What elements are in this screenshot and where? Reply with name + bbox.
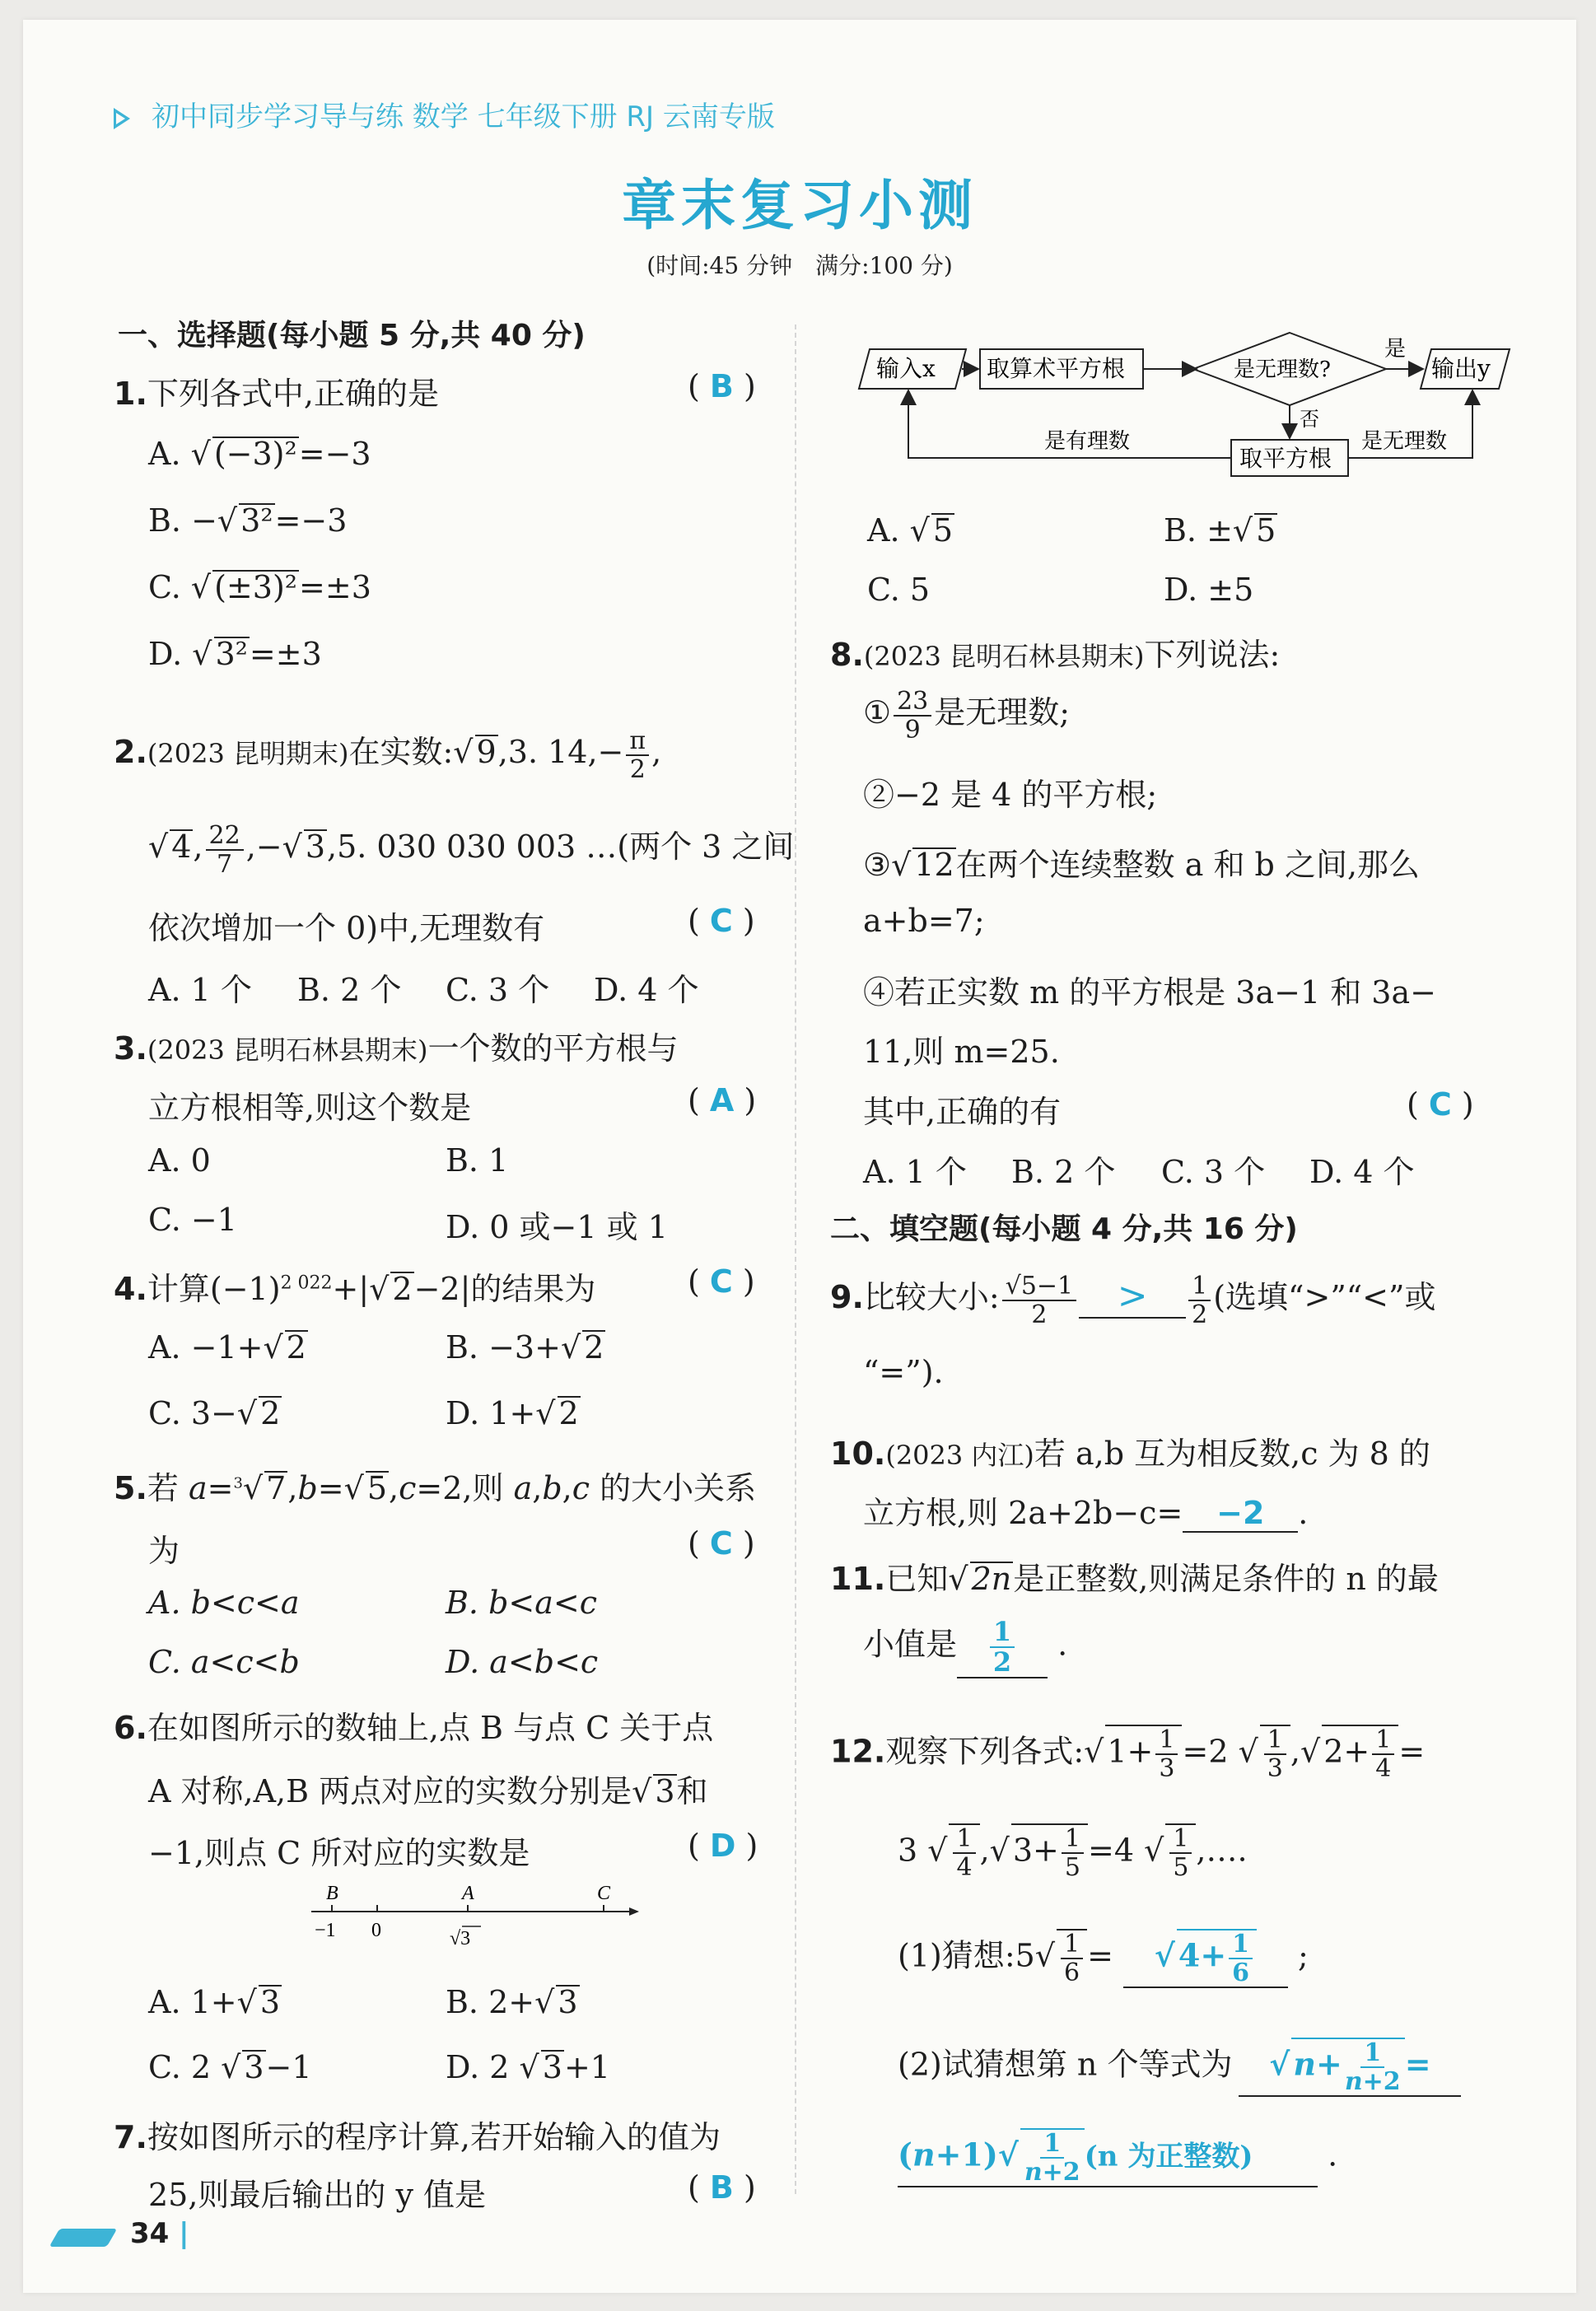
label-minus-one: −1 <box>315 1920 336 1941</box>
question-8: 8.(2023 昆明石林县期末)下列说法: <box>830 637 1281 673</box>
q8-item-4: ④若正实数 m 的平方根是 3a−1 和 3a− <box>863 974 1436 1011</box>
page-corner-stripe-icon <box>49 2229 118 2247</box>
q6-line2: A 对称,A,B 两点对应的实数分别是√ 3和 <box>148 1773 708 1809</box>
flow-decide: 是无理数? <box>1234 357 1331 382</box>
q8-item-2: ②−2 是 4 的平方根; <box>863 777 1158 813</box>
flow-sqrt: 取算术平方根 <box>987 355 1126 382</box>
question-9: 9.比较大小: $\frac{√5-1}{2}$ > $\frac{1}{2}$ (选填“>”“<”或 <box>830 1271 1436 1329</box>
q1-answer: ( B ) <box>688 368 756 404</box>
q6-line3: −1,则点 C 所对应的实数是 <box>148 1835 530 1871</box>
q7-option-d: D. ±5 <box>1164 572 1254 608</box>
question-5: 5.若 a=$^3$√ 7,b=√ 5,c=2,则 a,b,c 的大小关系 <box>114 1470 757 1506</box>
q5-line2: 为 <box>148 1533 180 1569</box>
page <box>23 20 1576 2293</box>
q3-line2: 立方根相等,则这个数是 <box>148 1090 472 1126</box>
q4-option-a: A. −1+√ 2 <box>148 1329 306 1366</box>
q5-option-d: D. a<b<c <box>446 1644 599 1680</box>
question-1: 1.下列各式中,正确的是 <box>114 376 439 412</box>
question-4: 4.计算$(-1)^{2 022}+|√$ 2−2|的结果为 <box>114 1271 596 1307</box>
q9-line2: “=”). <box>863 1354 944 1390</box>
q8-answer: ( C ) <box>1407 1086 1474 1123</box>
axis-arrow-icon <box>629 1907 639 1916</box>
q1-option-b: B. −√ 3²=−3 <box>148 502 348 539</box>
q8-summary: 其中,正确的有 <box>863 1094 1062 1130</box>
q6-option-b: B. 2+√ 3 <box>446 1984 578 2020</box>
flow-rational: 是有理数 <box>1044 429 1131 454</box>
q8-item-4b: 11,则 m=25. <box>863 1034 1060 1070</box>
question-6: 6.在如图所示的数轴上,点 B 与点 C 关于点 <box>114 1710 714 1746</box>
page-title: 章末复习小测 <box>622 174 978 237</box>
q2-option-d: D. 4 个 <box>594 972 699 1008</box>
q6-option-c: C. 2 √ 3−1 <box>148 2049 312 2085</box>
q1-option-d: D. √ 3²=±3 <box>148 636 322 672</box>
flow-root: 取平方根 <box>1239 445 1332 472</box>
q8-item-3b: a+b=7; <box>863 903 985 939</box>
question-11: 11.已知√ 2n是正整数,则满足条件的 n 的最 <box>830 1561 1439 1597</box>
q8-option-b: B. 2 个 <box>1011 1154 1116 1190</box>
q5-option-b: B. b<a<c <box>446 1585 598 1621</box>
q7-answer: ( B ) <box>688 2169 756 2206</box>
q11-line2: 小值是 $\frac{1}{2}$ . <box>863 1616 1068 1678</box>
flow-input: 输入x <box>876 355 936 382</box>
page-subtitle: (时间:45 分钟 满分:100 分) <box>646 252 953 279</box>
play-triangle-icon <box>114 108 130 129</box>
label-zero: 0 <box>371 1920 381 1941</box>
section-choice: 一、选择题(每小题 5 分,共 40 分) <box>118 319 586 352</box>
q4-option-b: B. −3+√ 2 <box>446 1329 604 1366</box>
q3-option-a: A. 0 <box>148 1142 211 1179</box>
question-12: 12.观察下列各式:√ 1+ $\frac{1}{3}$ =2 √ $\frac{1}{3}$ ,√ 2+ $\frac{1}{4}$ = <box>830 1725 1426 1783</box>
q5-answer: ( C ) <box>688 1525 755 1562</box>
q3-option-b: B. 1 <box>446 1142 509 1179</box>
q2-line2: √ 4, $\frac{22}{7}$ ,−√ 3,5. 030 030 003 …(两个 3 之间 <box>148 820 795 879</box>
column-divider <box>795 324 796 2194</box>
question-2: 2.(2023 昆明期末)在实数:√ 9,3. 14,− $\frac{\pi}{2}$ , <box>114 726 662 784</box>
flow-no: 否 <box>1300 408 1319 431</box>
flow-yes: 是 <box>1384 337 1407 362</box>
q4-option-d: D. 1+√ 2 <box>446 1395 579 1431</box>
q8-item-1: ① $\frac{23}{9}$ 是无理数; <box>863 686 1071 745</box>
section-fill: 二、填空题(每小题 4 分,共 16 分) <box>830 1212 1298 1246</box>
q7-line2: 25,则最后输出的 y 值是 <box>148 2177 487 2213</box>
flow-output: 输出y <box>1431 355 1491 382</box>
flow-irrational: 是无理数 <box>1361 429 1448 454</box>
page-number: 34 | <box>130 2217 189 2250</box>
label-c: C <box>597 1883 611 1904</box>
book-header: 初中同步学习导与练 数学 七年级下册 RJ 云南专版 <box>114 94 775 134</box>
q8-option-a: A. 1 个 <box>863 1154 967 1190</box>
q6-option-a: A. 1+√ 3 <box>148 1984 281 2020</box>
q2-option-a: A. 1 个 <box>148 972 252 1008</box>
q7-option-c: C. 5 <box>867 572 931 608</box>
q7-option-b: B. ±√ 5 <box>1164 512 1276 549</box>
label-sqrt3: √3 <box>450 1928 471 1949</box>
q3-answer: ( A ) <box>688 1082 757 1118</box>
q7-option-a: A. √ 5 <box>867 512 954 549</box>
q3-option-d: D. 0 或−1 或 1 <box>446 1209 668 1245</box>
q10-line2: 立方根,则 2a+2b−c= −2 . <box>863 1495 1309 1531</box>
q1-option-a: A. √ (−3)²=−3 <box>148 436 371 472</box>
number-line-figure <box>303 1877 649 1951</box>
q8-option-c: C. 3 个 <box>1161 1154 1266 1190</box>
q8-option-d: D. 4 个 <box>1309 1154 1415 1190</box>
q8-item-3: ③√ 12在两个连续整数 a 和 b 之间,那么 <box>863 847 1421 883</box>
q1-option-c: C. √ (±3)²=±3 <box>148 569 371 605</box>
q4-answer: ( C ) <box>688 1263 755 1300</box>
label-b: B <box>326 1883 338 1904</box>
q2-answer: ( C ) <box>688 903 755 939</box>
q2-option-c: C. 3 个 <box>446 972 550 1008</box>
q6-option-d: D. 2 √ 3+1 <box>446 2049 610 2085</box>
q2-option-b: B. 2 个 <box>297 972 402 1008</box>
q5-option-c: C. a<c<b <box>148 1644 300 1680</box>
q5-option-a: A. b<c<a <box>148 1585 300 1621</box>
q2-line3: 依次增加一个 0)中,无理数有 <box>148 910 545 946</box>
q12-part1: (1)猜想:5√ $\frac{1}{6}$ = √ 4+ $\frac{1}{6}$ ; <box>898 1930 1309 1987</box>
q4-option-c: C. 3−√ 2 <box>148 1395 281 1431</box>
q3-option-c: C. −1 <box>148 1202 237 1238</box>
q12-line2: 3 √ $\frac{1}{4}$ ,√ 3+ $\frac{1}{5}$ =4 √ $\frac{1}{5}$ ,…. <box>898 1824 1248 1882</box>
q12-part2: (2)试猜想第 n 个等式为 √ n+ $\frac{1}{n+2}$ = <box>898 2038 1461 2097</box>
question-10: 10.(2023 内江)若 a,b 互为相反数,c 为 8 的 <box>830 1436 1430 1472</box>
question-3: 3.(2023 昆明石林县期末)一个数的平方根与 <box>114 1030 679 1067</box>
question-7: 7.按如图所示的程序计算,若开始输入的值为 <box>114 2119 721 2155</box>
q12-part2-answer: (n+1)√ $\frac{1}{n+2}$ (n 为正整数) . <box>898 2129 1338 2187</box>
q6-answer: ( D ) <box>688 1828 758 1864</box>
label-a: A <box>462 1883 474 1904</box>
flowchart-figure <box>855 316 1514 481</box>
